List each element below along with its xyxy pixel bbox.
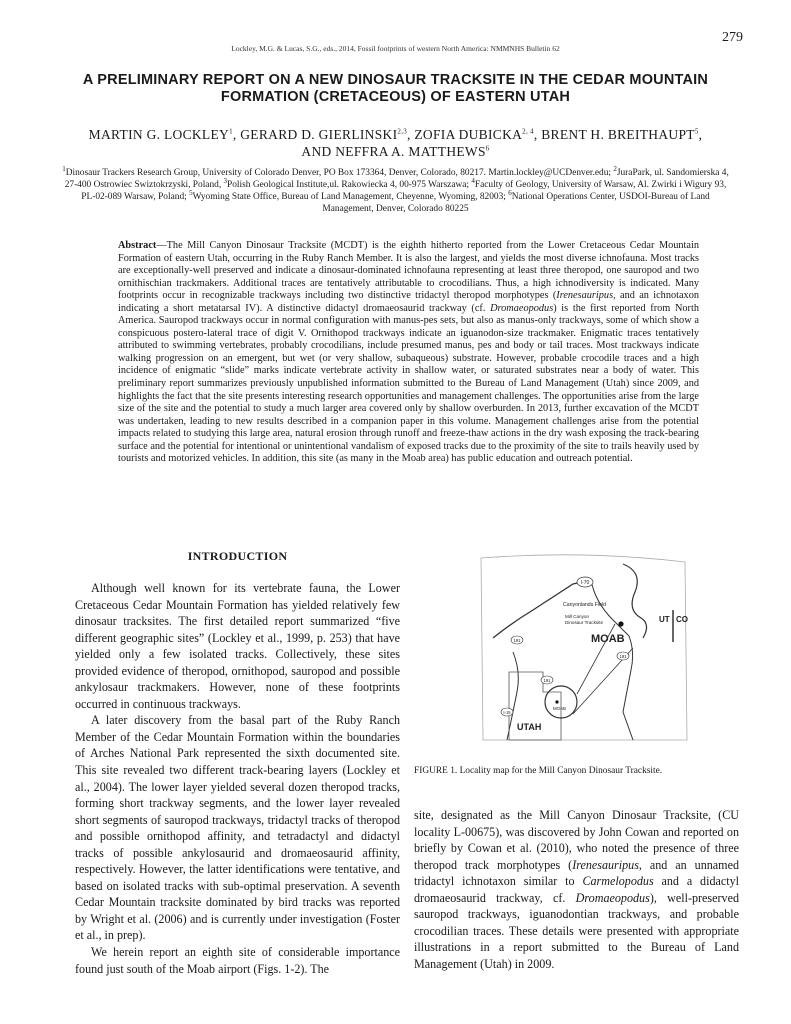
affiliation-text: Faculty of Geology, University of Warsaw, Al. Zwirki i Wigury 93, PL-02-089 Warsaw, Poland; — [81, 180, 727, 203]
inset-moab-marker — [555, 700, 558, 703]
text-run: Although well known for its vertebrate fauna, the Lower Cretaceous Cedar Mountain Formation has yielded relatively few dinosaur tracksites. The first detailed report summarized “five different geographic sites” (Lockley et al., 1999, p. 253) that have yielded only a few isolated tracks. Collectively, these sites provided evidence of theropod, ornithopod, sauropod and possible ankylosaur trackmakers. However, none of these footprints occurred in continuous trackways. — [75, 581, 400, 711]
text-run: , and an ichnotaxon indicating a short metatarsal IV). A distinctive didactyl dromaeosaurid trackway (cf. — [118, 290, 700, 314]
label-canyonlands-field: Canyonlands Field — [563, 602, 606, 608]
running-head: Lockley, M.G. & Lucas, S.G., eds., 2014, Fossil footprints of western North America: NMMNHS Bulletin 62 — [231, 44, 560, 53]
italic-taxon: Dromaeopodus — [575, 890, 650, 905]
label-191-c: 191 — [543, 678, 551, 683]
affiliation-marker: 2 — [613, 164, 617, 173]
paragraph — [75, 944, 400, 977]
right-column — [414, 807, 739, 972]
author-name: BRENT H. BREITHAUPT — [541, 127, 695, 142]
abstract — [118, 240, 699, 466]
tracksite-marker — [618, 621, 623, 626]
affiliation-marker: 5 — [189, 189, 193, 198]
left-column — [75, 549, 400, 977]
text-run: A later discovery from the basal part of the Ruby Ranch Member of the Cedar Mountain Formation within the boundaries of Arches National Park represented the sixth documented site. This site revealed two different track-bearing layers (Lockley et al., 2004). The lower layer yielded several dozen theropod tracks, forming short trackway segments, and the lower layer revealed short segments of sauropod trackways, tridactyl tracks of theropod and possible ornithopod affinity, and tetradactyl and didactyl tracks of possible ankylosaurid and dromaeosaurid affinity, respectively. However, the latter identifications were tentative, and based on isolated tracks with sub-optimal preservation. A seventh Cedar Mountain tracksite dominated by bird tracks was reported by Wright et al. (2006) and is currently under investigation (Foster et al., in prep). — [75, 713, 400, 943]
abstract-label: Abstract — [118, 240, 157, 251]
affiliation-marker: 4 — [471, 176, 475, 185]
figure-caption: FIGURE 1. Locality map for the Mill Canyon Dinosaur Tracksite. — [414, 766, 663, 776]
author-affil-marker: 2, 4 — [522, 127, 534, 136]
river-line — [623, 564, 647, 638]
affiliation-text: Polish Geological Institute,ul. Rakowiecka 4, 00-975 Warszawa; — [227, 180, 472, 191]
interstate-70 — [493, 580, 591, 638]
affiliations — [60, 164, 731, 215]
affiliation-text: National Operations Center, USDOI-Bureau of Land Management, Denver, Colorado 80225 — [322, 192, 710, 215]
text-run: site, designated as the Mill Canyon Dinosaur Tracksite, (CU locality L-00675), was discovered by John Cowan and reported on briefly by Cowan et al. (2010), who noted the presence of three theropod track morphotypes ( — [414, 808, 739, 872]
author-name: GERARD D. GIERLINSKI — [240, 127, 398, 142]
author-name: MARTIN G. LOCKLEY — [88, 127, 230, 142]
label-191-b: 191 — [513, 638, 521, 643]
abstract-body — [118, 240, 699, 464]
italic-taxon: Dromaeopodus — [490, 302, 554, 314]
locality-map — [473, 552, 695, 742]
paragraph — [75, 712, 400, 944]
text-run: ), well-preserved sauropod trackways, iguanodontian trackways, and probable crocodilian traces. These details were presented with appropriate illustrations in a report submitted to the Bureau of Land Management (Utah) in 2009. — [414, 890, 739, 971]
affiliation-text: Dinosaur Trackers Research Group, University of Colorado Denver, PO Box 173364, Denver, Colorado, 80217. Martin.lockley@UCDenver.edu; — [65, 168, 614, 178]
affiliation-marker: 6 — [508, 189, 512, 198]
italic-taxon: Carmelopodus — [582, 874, 654, 889]
author-name: NEFFRA A. MATTHEWS — [335, 144, 486, 159]
affiliation-marker: 3 — [223, 176, 228, 185]
author-list: MARTIN G. LOCKLEY$^1$, GERARD D. GIERLINSKI$^{2,3}$, ZOFIA DUBICKA$^{2, 4}$, BRENT H. BREITHAUPT$^5$, AND NEFFRA A. MATTHEWS$^6$ — [88, 127, 703, 159]
author-affil-marker: 5 — [694, 127, 699, 136]
affiliation-text: Wyoming State Office, Bureau of Land Management, Cheyenne, Wyoming, 82003; — [192, 192, 509, 203]
italic-taxon: Irenesauripus — [572, 857, 639, 872]
italic-taxon: Irenesauripus — [556, 290, 614, 302]
author-name: ZOFIA DUBICKA — [414, 127, 523, 142]
label-mill-canyon-2: Dinosaur Tracksite — [565, 620, 604, 625]
text-run: and a didactyl dromaeosaurid trackway, cf. — [414, 874, 740, 905]
introduction-body — [75, 580, 400, 977]
affiliation-text: JuraPark, ul. Sandomierska 4, 27-400 Ostrowiec Swiztokrzyski, Poland, — [64, 168, 729, 191]
text-run: , and an unnamed tridactyl ichnotaxon similar to — [414, 857, 739, 889]
introduction-continuation — [414, 807, 739, 972]
label-inset-moab: MOAB — [553, 706, 566, 711]
label-mill-canyon-1: Mill Canyon — [565, 614, 589, 619]
label-utah: UTAH — [517, 722, 542, 732]
label-co: CO — [676, 615, 688, 624]
paragraph — [75, 580, 400, 712]
author-affil-marker: 1 — [229, 127, 233, 136]
locality-map-figure — [473, 552, 695, 742]
article-title: A PRELIMINARY REPORT ON A NEW DINOSAUR TRACKSITE IN THE CEDAR MOUNTAIN FORMATION (CRETACEOUS) OF EASTERN UTAH — [82, 72, 709, 105]
page-number: 279 — [722, 30, 743, 45]
text-run: ) is the first reported from North America. Sauropod trackways occur in normal configuration with manus-pes sets, but also as manus-only trackways, some of which show a conspicuous postero-lateral trace of digit V. Ornithopod trackways indicate an iguanodon-size trackmaker. Enigmatic traces tentatively attributed to swimming vertebrates, probably crocodilians, include presumed manus, pes and body or tail traces. Most trackways indicate walking progression on an emergent, but wet (or very shallow, subaqueous) substrate. However, probable crocodile traces and a high incidence of enigmatic “slide” marks indicate vertebrate activity in shallow water, or saturated substrates near a body of water. This preliminary report summarizes previously unpublished information submitted to the Bureau of Land Management (Utah) since 2009, and highlights the fact that the site presents interesting research opportunities and management challenges. The opportunities arise from the large size of the site and the potential to study a much larger area covered only by shallow overburden. In 2013, further excavation of the MCDT was undertaken, leading to new results described in a companion paper in this volume. Management challenges arise from the potential impacts related to studying this large area, natural erosion through runoff and freeze-thaw actions in the dry wash exposing the track-bearing surface and the potential for intentional or unintentional vandalism of exposed tracks due to the proximity of the site to trails heavily used by tourists and motorized vehicles. In addition, this site (as many in the Moab area) has public education and outreach potential. — [118, 302, 699, 465]
label-191-a: 191 — [619, 654, 627, 659]
author-affil-marker: 6 — [485, 144, 490, 153]
label-i15: I-15 — [503, 710, 511, 715]
author-affil-marker: 2,3 — [397, 127, 408, 136]
text-run: We herein report an eighth site of considerable importance found just south of the Moab airport (Figs. 1-2). The — [75, 945, 400, 976]
label-i70: I-70 — [580, 580, 590, 586]
affiliation-marker: 1 — [62, 164, 66, 173]
label-ut: UT — [659, 615, 670, 624]
label-moab: MOAB — [591, 633, 625, 645]
text-run: —The Mill Canyon Dinosaur Tracksite (MCDT) is the eighth hitherto reported from the Lower Cretaceous Cedar Mountain Formation of eastern Utah, occurring in the Ruby Ranch Member. It is also the largest, and yields the most diverse ichnofauna. Most tracks are exceptionally-well preserved and indicate a dinosaur-dominated ichnofauna representing at least three theropod, one sauropod and two ornithischian trackmakers. Additional traces are tentatively attributable to crocodilians. Thus, a high ichnodiversity is indicated. Many footprints occur in recognizable trackways including two distinctive tridactyl theropod morphotypes ( — [118, 240, 699, 302]
section-heading-introduction: INTRODUCTION — [187, 549, 288, 563]
